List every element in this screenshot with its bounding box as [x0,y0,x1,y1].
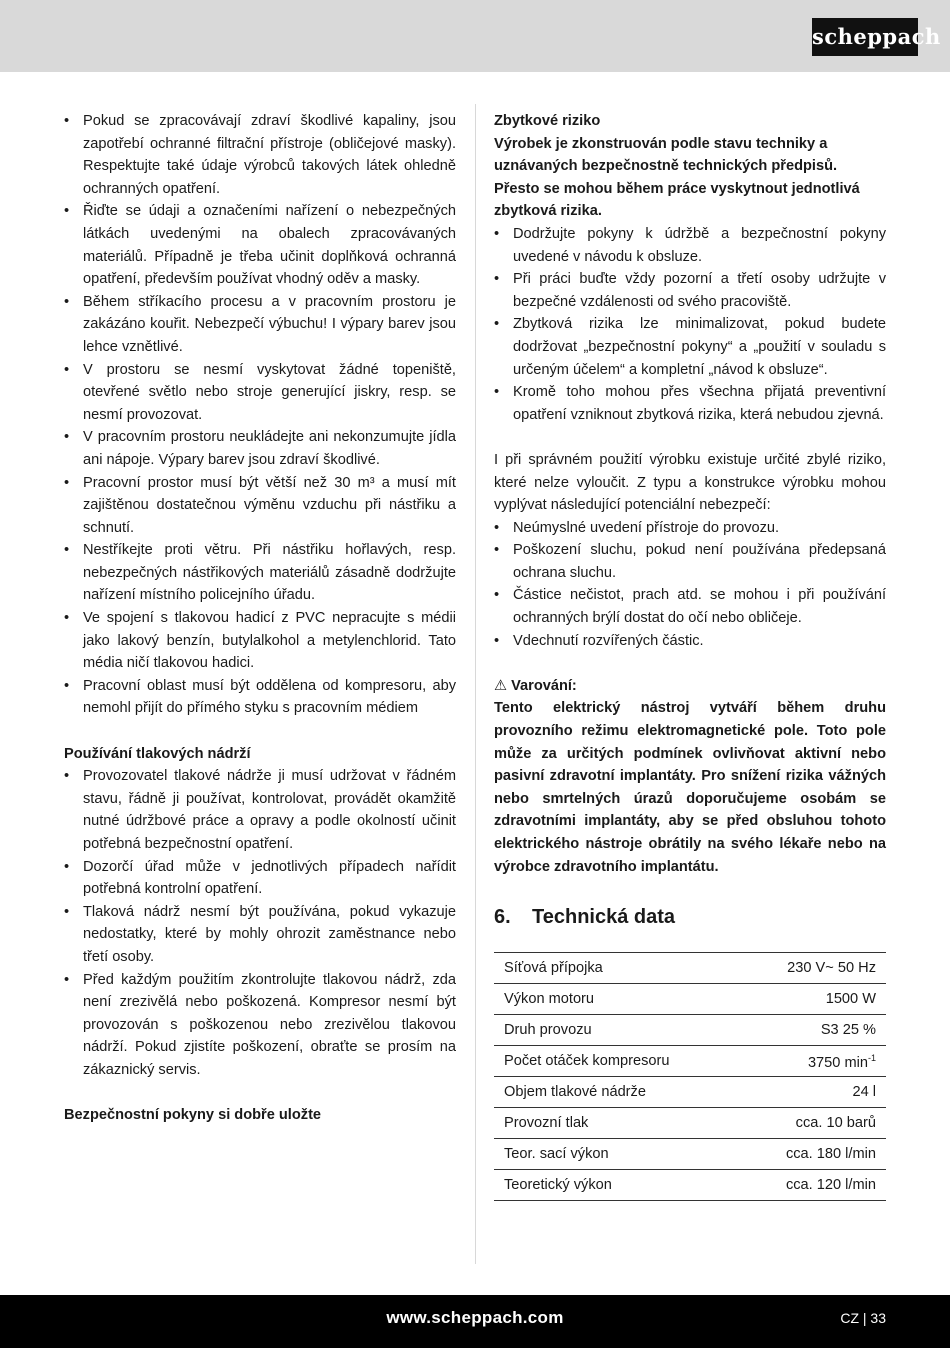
table-row [494,1077,886,1108]
header-bar [0,0,950,72]
table-row [494,1015,886,1046]
list-item: • Zbytková rizika lze minimalizovat, pokud budete dodržovat „bezpečnostní pokyny“ a „použití v souladu s určeným účelem“ a kompletní „návod k obsluze“. [494,313,886,381]
page-number: CZ | 33 [840,1310,886,1326]
list-item: • Dozorčí úřad může v jednotlivých případech nařídit potřebná kontrolní opatření. [64,856,456,901]
table-row [494,1170,886,1201]
list-item: • Kromě toho mohou přes všechna přijatá preventivní opatření vzniknout zbytková rizika, která nebudou zjevná. [494,381,886,426]
list-item: • Částice nečistot, prach atd. se mohou i při používání ochranných brýlí dostat do očí nebo obličeje. [494,584,886,629]
list-item: • Řiďte se údaji a označeními nařízení o nebezpečných látkách uvedenými na obalech zpracovávaných materiálů. Případně je třeba učinit doplňková ochranná opatření, především používat vhodný oděv a masky. [64,200,456,290]
list-item: • V pracovním prostoru neukládejte ani nekonzumujte jídla ani nápoje. Výpary barev jsou zdraví škodlivé. [64,426,456,471]
spec-label: Teor. sací výkon [494,1139,740,1170]
safety-list [64,110,456,720]
hazard-list [494,517,886,653]
spec-label: Síťová přípojka [494,953,740,984]
tank-list [64,765,456,1081]
spec-label: Teoretický výkon [494,1170,740,1201]
list-item: • Neúmyslné uvedení přístroje do provozu. [494,517,886,540]
spec-value-cell [740,1046,886,1077]
spec-label: Výkon motoru [494,984,740,1015]
section-label: Technická data [532,906,676,929]
section-title [494,904,886,930]
list-item: • Poškození sluchu, pokud není používána předepsaná ochrana sluchu. [494,539,886,584]
spec-value: S3 25 % [740,1015,886,1046]
residual-intro: Výrobek je zkonstruován podle stavu techniky a uznávaných bezpečnostně technických předpisů. Přesto se mohou během práce vyskytnout jednotlivá zbytková rizika. [494,135,860,220]
heading-residual-risk: Zbytkové riziko [494,113,601,129]
list-item: • V prostoru se nesmí vyskytovat žádné topeniště, otevřené světlo nebo stroje generující jiskry, resp. se nesmí provozovat. [64,359,456,427]
spec-value: 1500 W [740,984,886,1015]
list-item: • Během stříkacího procesu a v pracovním prostoru je zakázáno kouřit. Nebezpečí výbuchu! I výpary barev jsou lehce vznětlivé. [64,291,456,359]
section-number: 6. [494,906,511,929]
residual-list [494,223,886,426]
table-row [494,953,886,984]
list-item: • Pokud se zpracovávají zdraví škodlivé kapaliny, jsou zapotřebí ochranné filtrační přístroje (obličejové masky). Respektujte také údaje výrobců takových látek ohledně ochranných opatření. [64,110,456,200]
warning-label: Varování: [511,677,577,694]
footer-url[interactable]: www.scheppach.com [386,1308,564,1327]
spec-unit-exponent: -1 [867,1053,876,1064]
table-row [494,1139,886,1170]
spec-value: cca. 180 l/min [740,1139,886,1170]
list-item: • Pracovní oblast musí být oddělena od kompresoru, aby nemohl přijít do přímého styku s pracovním médiem [64,675,456,720]
heading-keep-instructions: Bezpečnostní pokyny si dobře uložte [64,1107,322,1124]
heading-pressure-tanks: Používání tlakových nádrží [64,745,251,762]
warning-body: Tento elektrický nástroj vytváří během druhu provozního režimu elektromagnetické pole. Toto pole může za určitých podmínek ovlivňovat aktivní nebo pasivní zdravotní implantáty. Pro snížení rizika vážných nebo smrtelných úrazů doporučujeme osobám se zdravotními implantáty, aby se před obsluhou tohoto elektrického nástroje obrátily na svého lékaře nebo na výrobce zdravotního implantátu. [494,700,886,875]
table-row [494,1046,886,1077]
list-item: • Před každým použitím zkontrolujte tlakovou nádrž, zda není zrezivělá nebo poškozená. Kompresor nesmí být provozován s poškozenou nebo zrezivělou tlakovou nádrží. Pokud zjistíte poškození, obraťte se prosím na zákaznický servis. [64,969,456,1082]
list-item: • Vdechnutí rozvířených částic. [494,630,886,653]
footer-bar [0,1295,950,1348]
spec-label: Druh provozu [494,1015,740,1046]
spec-value: 3750 min [807,1055,868,1072]
warning-triangle-icon: ⚠ [494,677,508,694]
list-item: • Dodržujte pokyny k údržbě a bezpečnostní pokyny uvedené v návodu k obsluze. [494,223,886,268]
spec-table [494,952,886,1201]
column-divider [475,104,476,1264]
spec-label: Provozní tlak [494,1108,740,1139]
list-item: • Ve spojení s tlakovou hadicí z PVC nepracujte s médii jako lakový benzín, butylalkohol a metylenchlorid. Tato média ničí tlakovou hadici. [64,607,456,675]
table-row [494,984,886,1015]
list-item: • Pracovní prostor musí být větší než 30 m³ a musí mít zajištěnou dostatečnou výměnu vzduchu při nástřiku a schnutí. [64,472,456,540]
residual-paragraph: I při správném použití výrobku existuje určité zbylé riziko, které nelze vyloučit. Z typu a konstrukce výrobku mohou vyplývat následující potenciální nebezpečí: [494,451,886,514]
spec-value: 230 V~ 50 Hz [740,953,886,984]
spec-label: Počet otáček kompresoru [494,1046,740,1077]
list-item: • Nestříkejte proti větru. Při nástřiku hořlavých, resp. nebezpečných nástřikových materiálů zásadně dodržujte nařízení místního policejního úřadu. [64,539,456,607]
right-column [494,110,886,1201]
warning-heading [494,675,886,698]
left-column [64,110,456,1127]
spec-value: cca. 120 l/min [740,1170,886,1201]
spec-value: cca. 10 barů [740,1108,886,1139]
list-item: • Tlaková nádrž nesmí být používána, pokud vykazuje nedostatky, které by mohly ohrozit zaměstnance nebo třetí osoby. [64,901,456,969]
list-item: • Provozovatel tlakové nádrže ji musí udržovat v řádném stavu, řádně ji používat, kontrolovat, provádět okamžitě nutné údržbové práce a opravy a podle okolností učinit potřebná bezpečnostní opatření. [64,765,456,855]
table-row [494,1108,886,1139]
list-item: • Při práci buďte vždy pozorní a třetí osoby udržujte v bezpečné vzdálenosti od svého pracoviště. [494,268,886,313]
spec-label: Objem tlakové nádrže [494,1077,740,1108]
spec-value: 24 l [740,1077,886,1108]
brand-logo: scheppach [812,18,918,56]
